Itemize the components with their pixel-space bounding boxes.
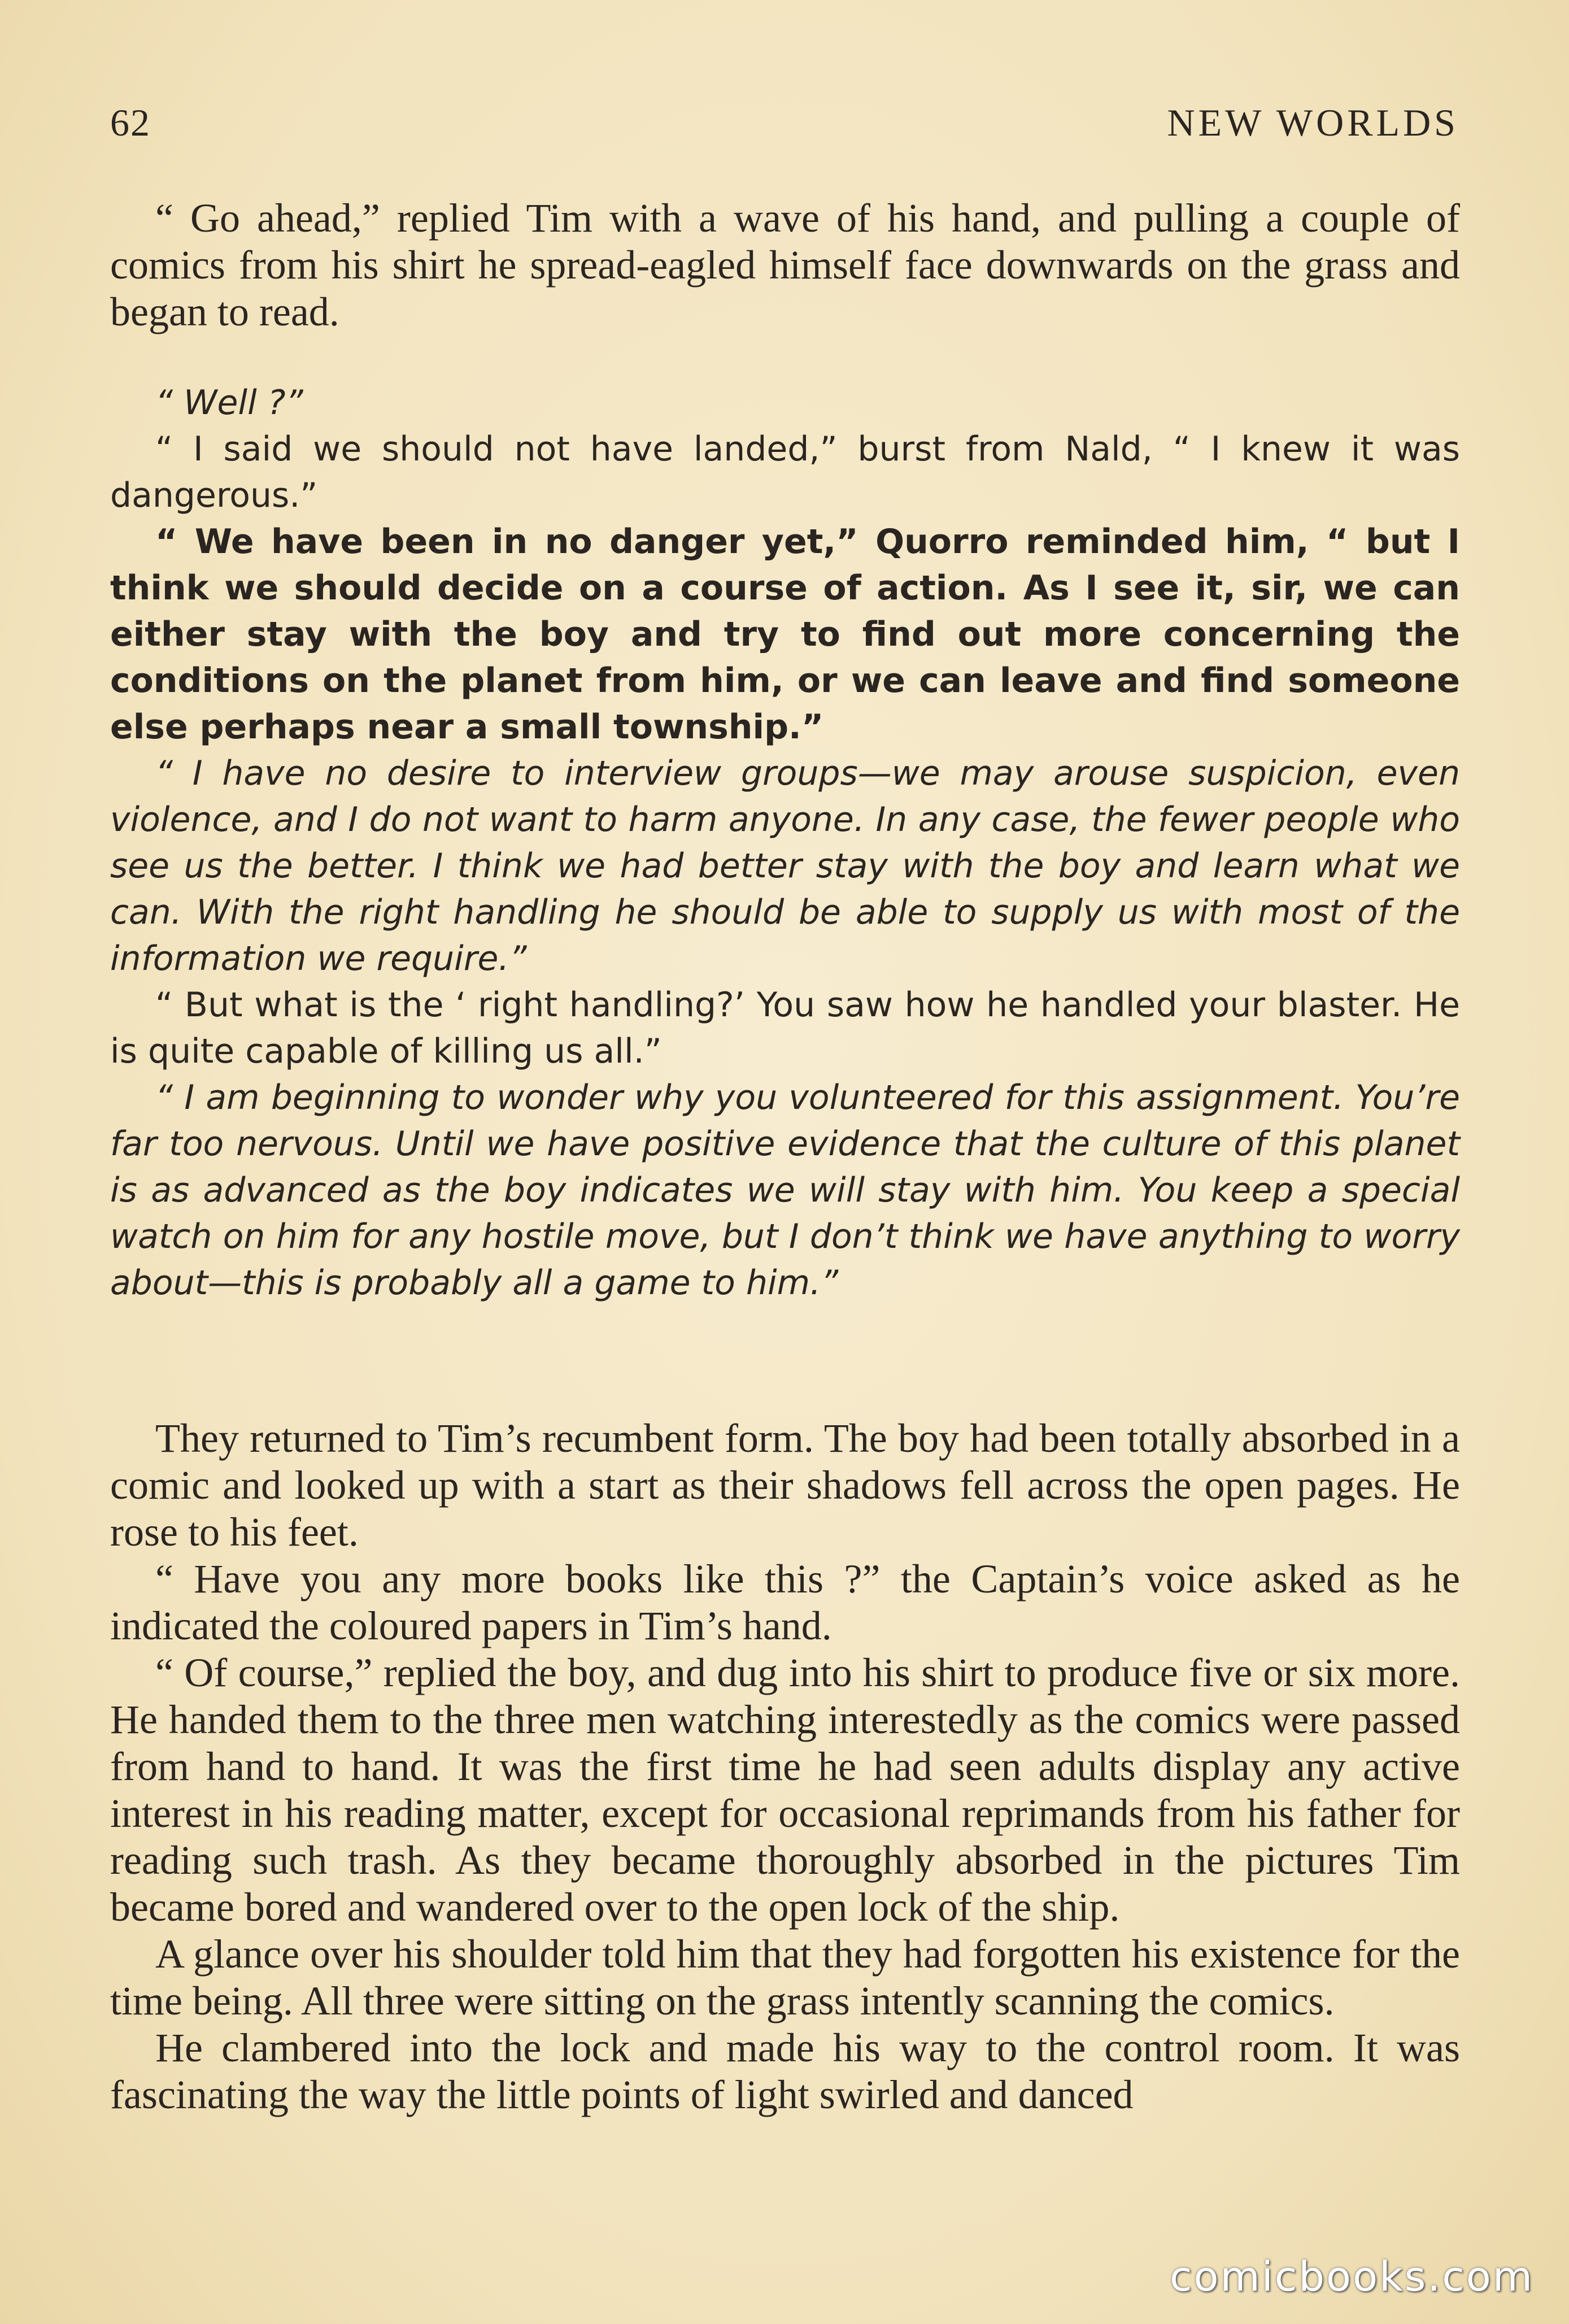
narrative-paragraph-2: “ Have you any more books like this ?” the Captain’s voice asked as he indicated the coloured papers in Tim’s hand. bbox=[110, 1556, 1460, 1648]
quorro-line-1: “ We have been in no danger yet,” Quorro reminded him, “ but I think we should decide on a course of action. As I see it, sir, we can either stay with the boy and try to find out more concerning the conditions on the planet from him, or we can leave and find someone else perhaps near a small township.” bbox=[110, 522, 1460, 747]
opening-section bbox=[110, 195, 1460, 336]
watermark: comicbooks.com bbox=[1169, 2253, 1534, 2300]
narrative-paragraph-1: They returned to Tim’s recumbent form. The boy had been totally absorbed in a comic and looked up with a start as their shadows fell across the open pages. He rose to his feet. bbox=[110, 1416, 1460, 1555]
captain-line-2: “ I have no desire to interview groups—we may arouse suspicion, even violence, and I do not want to harm anyone. In any case, the fewer people who see us the better. I think we had better stay with the boy and learn what we can. With the right handling he should be able to supply us with most of the information we require.” bbox=[110, 754, 1460, 978]
captain-line-3: “ I am beginning to wonder why you volunteered for this assignment. You’re far too nervous. Until we have positive evidence that the culture of this planet is as advanced as the boy indicates we will stay with him. You keep a special watch on him for any hostile move, but I don’t think we have anything to worry about—this is probably all a game to him.” bbox=[110, 1078, 1460, 1303]
narrative-paragraph-4: A glance over his shoulder told him that they had forgotten his existence for the time being. All three were sitting on the grass intently scanning the comics. bbox=[110, 1931, 1460, 2023]
opening-paragraph: “ Go ahead,” replied Tim with a wave of his hand, and pulling a couple of comics from his shirt he spread-eagled himself face downwards on the grass and began to read. bbox=[110, 195, 1460, 334]
narrative-paragraph-5: He clambered into the lock and made his way to the control room. It was fascinating the way the little points of light swirled and danced bbox=[110, 2025, 1460, 2117]
nald-line-1: “ I said we should not have landed,” burst from Nald, “ I knew it was dangerous.” bbox=[110, 429, 1460, 515]
alien-dialogue-section bbox=[110, 380, 1460, 1306]
captain-line-1: “ Well ?” bbox=[155, 383, 303, 423]
nald-line-2: “ But what is the ‘ right handling?’ You saw how he handled your blaster. He is quite capable of killing us all.” bbox=[110, 985, 1460, 1071]
page-number: 62 bbox=[110, 101, 151, 144]
narrative-paragraph-3: “ Of course,” replied the boy, and dug into his shirt to produce five or six more. He handed them to the three men watching interestedly as the comics were passed from hand to hand. It was the first time he had seen adults display any active interest in his reading matter, except for occasional reprimands from his father for reading such trash. As they became thoroughly absorbed in the pictures Tim became bored and wandered over to the open lock of the ship. bbox=[110, 1650, 1460, 1930]
narrative-section bbox=[110, 1415, 1460, 2118]
running-title: NEW WORLDS bbox=[1167, 101, 1459, 144]
page-header bbox=[110, 101, 1459, 151]
